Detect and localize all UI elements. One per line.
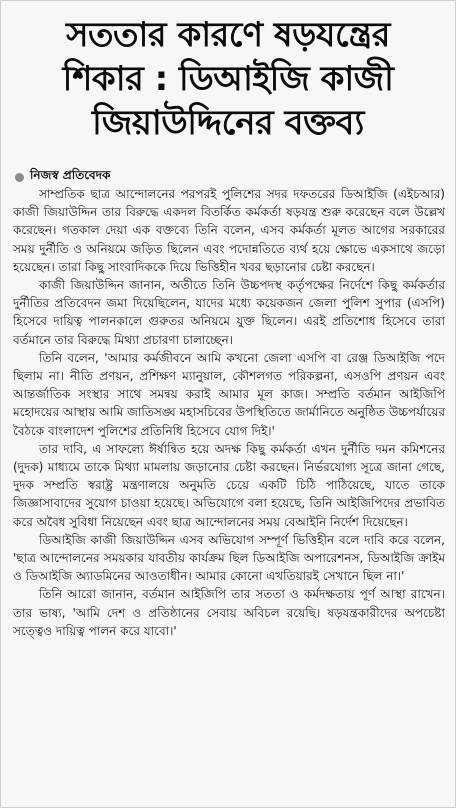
paragraph: ডিআইজি কাজী জিয়াউদ্দিন এসব অভিযোগ সম্পূর্ণ ভিত্তিহীন বলে দাবি করে বলেন, 'ছাত্র আন্দোলনের সময়কার যাবতীয় কার্যক্রম ছিল ডিআইজি অপারেশনস, ডিআইজি ক্রাইম ও ডিআইজি অ্যাডমিনের আওতাধীন। আমার কোনো এখতিয়ারই সেখানে ছিল না।' — [13, 532, 445, 584]
bullet-icon — [15, 173, 24, 182]
headline-line: সততার কারণে ষড়যন্ত্রের — [66, 15, 390, 55]
headline-line: শিকার : ডিআইজি কাজী — [62, 59, 394, 99]
paragraph: তিনি বলেন, 'আমার কর্মজীবনে আমি কখনো জেলা এসপি বা রেঞ্জ ডিআইজি পদে ছিলাম না। নীতি প্রণয়ন, প্রশিক্ষণ ম্যানুয়াল, কৌশলগত পরিকল্পনা, এসওপি প্রণয়ন এবং আন্তর্জাতিক সংস্থার সাথে সমন্বয় করাই আমার মূল কাজ। সম্প্রতি বর্তমান আইজিপি মহোদয়ের আস্থায় আমি জাতিসঙ্ঘ মহাসচিবের উপস্থিতিতে জার্মানিতে অনুষ্ঠিত উচ্চপর্যায়ের বৈঠকে বাংলাদেশ পুলিশের প্রতিনিধি হিসেবে যোগ দিই।' — [13, 350, 445, 438]
paragraph: তিনি আরো জানান, বর্তমান আইজিপি তার সততা ও কর্মদক্ষতায় পূর্ণ আস্থা রাখেন। তার ভাষ্য, 'আমি দেশ ও প্রতিষ্ঠানের সেবায় অবিচল রয়েছি। ষড়যন্ত্রকারীদের অপচেষ্টা সত্ত্বেও দায়িত্ব পালন করে যাবো।' — [13, 587, 445, 638]
paragraph: কাজী জিয়াউদ্দিন জানান, অতীতে তিনি উচ্চপদস্থ কর্তৃপক্ষের নির্দেশে কিছু কর্মকর্তার দুর্নীতির প্রতিবেদন জমা দিয়েছিলেন, যাদের মধ্যে কয়েকজন জেলা পুলিশ সুপার (এসপি) হিসেবে দায়িত্ব পালনকালে গুরুতর অনিয়মে যুক্ত ছিলেন। এরই প্রতিশোধ হিসেবে তারা বর্তমানে তার বিরুদ্ধে মিথ্যা প্রচারণা চালাচ্ছেন। — [13, 278, 445, 347]
headline-line: জিয়াউদ্দিনের বক্তব্য — [92, 103, 364, 143]
paragraph: তার দাবি, এ সাফল্যে ঈর্ষান্বিত হয়ে অদক্ষ কিছু কর্মকর্তা এখন দুর্নীতি দমন কমিশনের (দুদক) মাধ্যমে তাকে মিথ্যা মামলায় জড়ানোর চেষ্টা করছেন। নির্ভরযোগ্য সূত্রে জানা গেছে, দুদক সম্প্রতি স্বরাষ্ট্র মন্ত্রণালয়ে অনুমতি চেয়ে একটি চিঠি পাঠিয়েছে, যাতে তাকে জিজ্ঞাসাবাদের সুযোগ চাওয়া হয়েছে। অভিযোগে বলা হয়েছে, তিনি আইজিপিদের প্রভাবিত করে অবৈধ সুবিধা নিয়েছেন এবং ছাত্র আন্দোলনের সময় বেআইনি নির্দেশ দিয়েছেন। — [13, 441, 445, 529]
byline — [15, 167, 110, 187]
article-body — [13, 185, 445, 640]
headline — [1, 1, 455, 145]
byline-text: নিজস্ব প্রতিবেদক — [30, 168, 111, 182]
paragraph: সাম্প্রতিক ছাত্র আন্দোলনের পরপরই পুলিশের সদর দফতরের ডিআইজি (এইচআর) কাজী জিয়াউদ্দিন তার বিরুদ্ধে একদল বিতর্কিত কর্মকর্তা ষড়যন্ত্র শুরু করেছেন বলে উল্লেখ করেছেন। গতকাল দেয়া এক বক্তব্যে তিনি বলেন, এসব কর্মকর্তা মূলত আগের সরকারের সময় দুর্নীতি ও অনিয়মে জড়িত ছিলেন এবং পদোন্নতিতে ব্যর্থ হয়ে ক্ষোভে একসাথে জড়ো হয়েছেন। তারা কিছু সাংবাদিককে দিয়ে ভিত্তিহীন খবর ছড়ানোর চেষ্টা করছেন। — [13, 187, 445, 274]
